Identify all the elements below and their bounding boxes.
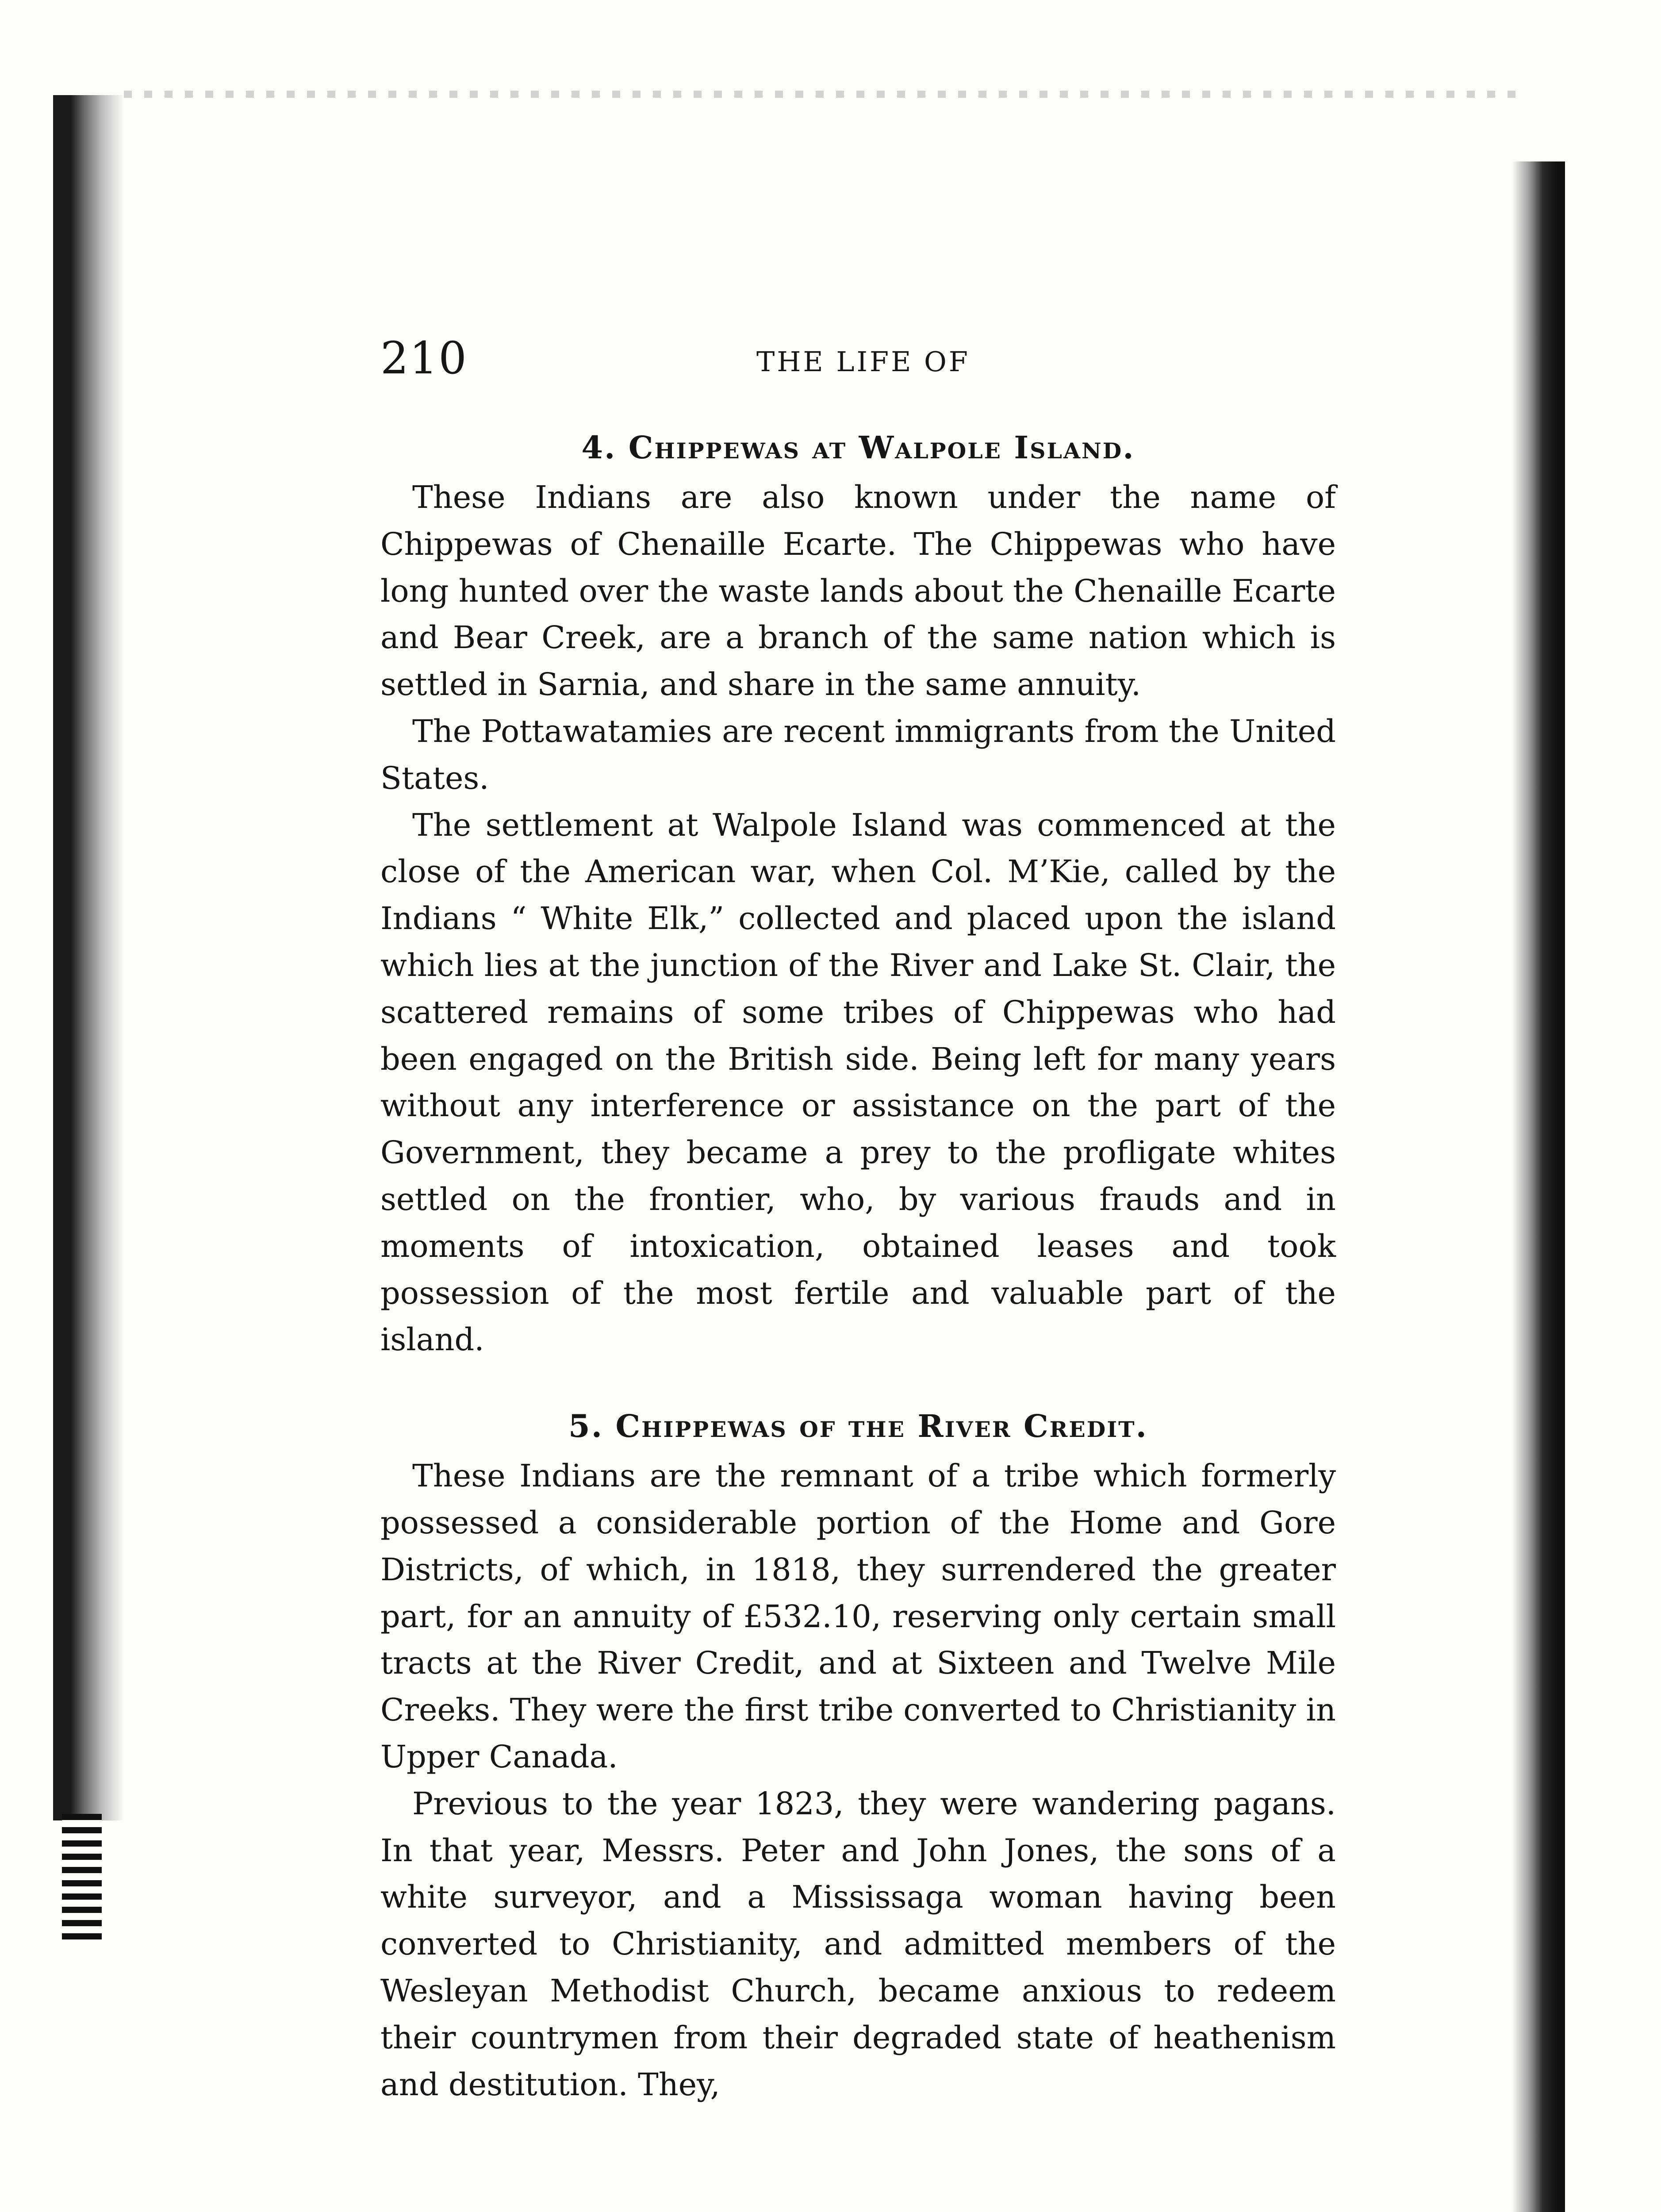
section-river-credit <box>380 1403 1336 2108</box>
paragraph: These Indians are the remnant of a tribe which formerly possessed a considerable portion of the Home and Gore Districts, of which, in 1818, they surrendered the greater part, for an annuity of £532.10, reserving only certain small tracts at the River Credit, and at Sixteen and Twelve Mile Creeks. They were the first tribe converted to Christianity in Upper Canada. <box>380 1458 1336 1775</box>
paragraph: The settlement at Walpole Island was commenced at the close of the American war, when Col. M’Kie, called by the Indians “ White Elk,” collected and placed upon the island which lies at the junction of the River and Lake St. Clair, the scattered remains of some tribes of Chippewas who had been engaged on the British side. Being left for many years without any interference or assistance on the part of the Government, they became a prey to the profligate whites settled on the frontier, who, by various frauds and in moments of intoxication, obtained leases and took possession of the most fertile and valuable part of the island. <box>380 806 1336 1358</box>
paragraph: Previous to the year 1823, they were wandering pagans. In that year, Messrs. Peter and John Jones, the sons of a white surveyor, and a Mississaga woman having been converted to Christianity, and admitted members of the Wesleyan Methodist Church, became anxious to redeem their countrymen from their degraded state of heathenism and destitution. They, <box>380 1785 1336 2103</box>
paragraph: These Indians are also known under the name of Chippewas of Chenaille Ecarte. The Chippewas who have long hunted over the waste lands about the Chenaille Ecarte and Bear Creek, are a branch of the same nation which is settled in Sarnia, and share in the same annuity. <box>380 479 1336 703</box>
scan-edge-left-bars <box>62 1814 102 1947</box>
section-heading: 5. Chippewas of the River Credit. <box>568 1408 1148 1445</box>
scan-edge-right <box>1512 161 1565 2212</box>
paragraph: The Pottawatamies are recent immigrants from the United States. <box>380 713 1336 796</box>
running-head <box>380 327 1336 389</box>
running-title: THE LIFE OF <box>756 346 970 378</box>
section-heading: 4. Chippewas at Walpole Island. <box>581 429 1135 466</box>
scan-edge-left <box>53 95 124 1820</box>
text-column <box>380 425 1336 2108</box>
section-walpole-island <box>380 425 1336 1363</box>
page-number: 210 <box>380 332 468 384</box>
scan-edge-top <box>124 91 1517 98</box>
